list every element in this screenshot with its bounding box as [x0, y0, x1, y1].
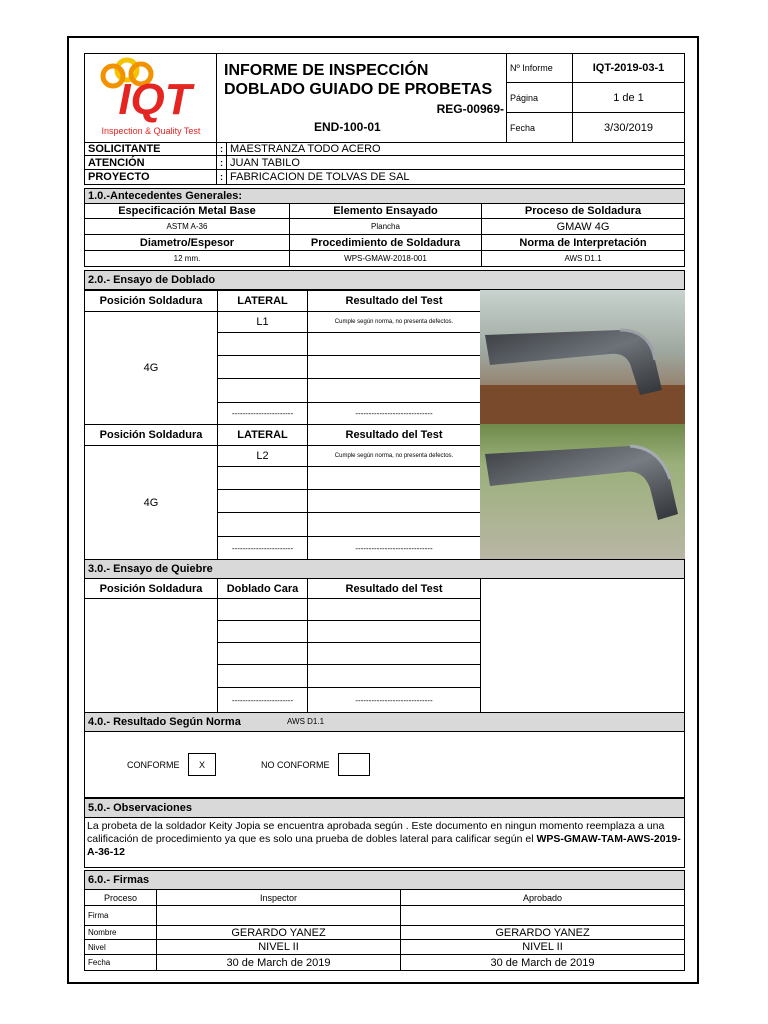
result-value-2: Cumple según norma, no presenta defectos.: [307, 445, 481, 467]
observations-box: [84, 817, 685, 868]
aprobado-signature: [400, 905, 685, 926]
reg-number: REG-00969-: [436, 102, 504, 116]
section-4-norma: AWS D1.1: [287, 717, 325, 726]
lateral-empty-1b: [217, 355, 308, 379]
lateral-header-2: LATERAL: [217, 424, 308, 446]
lateral-empty-2b: [217, 489, 308, 513]
position-header-1: Posición Soldadura: [84, 290, 218, 312]
report-title-line2: DOBLADO GUIADO DE PROBETAS: [224, 81, 493, 98]
conforme-label: CONFORME: [127, 760, 180, 770]
lateral-dash-2: -----------------------: [217, 536, 308, 560]
logo-tagline: Inspection & Quality Test: [101, 126, 201, 136]
report-title-line1: INFORME DE INSPECCIÓN: [224, 62, 429, 79]
firmas-inspector-header: Inspector: [156, 889, 401, 906]
lateral-empty-1a: [217, 332, 308, 356]
report-sheet: [67, 36, 699, 984]
inspector-name: GERARDO YANEZ: [156, 925, 401, 940]
norm-header: Norma de Interpretación: [481, 234, 685, 251]
position-value-1: 4G: [84, 311, 218, 425]
logo-box: [84, 53, 217, 143]
quiebre-position-header: Posición Soldadura: [84, 578, 218, 599]
quiebre-photo-area: [480, 578, 685, 713]
element-value: Plancha: [289, 218, 482, 235]
result-empty-1c: [307, 378, 481, 403]
solicitante-label: SOLICITANTE: [84, 142, 217, 156]
process-header: Proceso de Soldadura: [481, 203, 685, 219]
lateral-empty-2a: [217, 466, 308, 490]
section-4-title-bar: [84, 712, 685, 732]
quiebre-face-empty-a: [217, 598, 308, 621]
position-value-2: 4G: [84, 445, 218, 560]
spec-metal-header: Especificación Metal Base: [84, 203, 290, 219]
lateral-dash-1: -----------------------: [217, 402, 308, 425]
quiebre-face-header: Doblado Cara: [217, 578, 308, 599]
aprobado-level: NIVEL II: [400, 939, 685, 955]
quiebre-face-dash: -----------------------: [217, 687, 308, 713]
thickness-header: Diametro/Espesor: [84, 234, 290, 251]
fecha-value: 3/30/2019: [572, 112, 685, 143]
logo-text: IQT: [118, 75, 192, 124]
result-empty-1a: [307, 332, 481, 356]
pagina-label: Página: [506, 82, 573, 113]
result-empty-2c: [307, 512, 481, 537]
informe-label: Nº Informe: [506, 53, 573, 83]
result-header-2: Resultado del Test: [307, 424, 481, 446]
result-empty-1b: [307, 355, 481, 379]
norm-value: AWS D1.1: [481, 250, 685, 267]
lateral-empty-1c: [217, 378, 308, 403]
element-header: Elemento Ensayado: [289, 203, 482, 219]
firma-label: Firma: [84, 905, 157, 926]
lateral-header-1: LATERAL: [217, 290, 308, 312]
result-header-1: Resultado del Test: [307, 290, 481, 312]
lateral-empty-2c: [217, 512, 308, 537]
quiebre-result-empty-d: [307, 664, 481, 688]
proyecto-colon: :: [216, 169, 227, 185]
quiebre-result-dash: -----------------------------: [307, 687, 481, 713]
proyecto-label: PROYECTO: [84, 169, 217, 185]
lateral-value-1: L1: [217, 311, 308, 333]
aprobado-name: GERARDO YANEZ: [400, 925, 685, 940]
section-5-title: 5.0.- Observaciones: [84, 798, 685, 818]
quiebre-face-empty-d: [217, 664, 308, 688]
result-empty-2b: [307, 489, 481, 513]
result-norma-area: [84, 731, 685, 798]
section-3-title: 3.0.- Ensayo de Quiebre: [84, 559, 685, 579]
atencion-label: ATENCIÓN: [84, 155, 217, 170]
iqt-logo: [85, 54, 216, 142]
quiebre-face-empty-b: [217, 620, 308, 643]
firmas-proceso-header: Proceso: [84, 889, 157, 906]
conforme-checkbox[interactable]: X: [188, 753, 216, 776]
procedure-header: Procedimiento de Soldadura: [289, 234, 482, 251]
thickness-value: 12 mm.: [84, 250, 290, 267]
quiebre-position-value: [84, 598, 218, 713]
section-6-title: 6.0.- Firmas: [84, 870, 685, 890]
quiebre-face-empty-c: [217, 642, 308, 665]
no-conforme-checkbox[interactable]: [338, 753, 370, 776]
solicitante-value: MAESTRANZA TODO ACERO: [226, 142, 685, 156]
document-code: END-100-01: [314, 120, 381, 134]
fecha-label: Fecha: [506, 112, 573, 143]
section-1-title: 1.0.-Antecedentes Generales:: [84, 188, 685, 204]
procedure-value: WPS-GMAW-2018-001: [289, 250, 482, 267]
position-header-2: Posición Soldadura: [84, 424, 218, 446]
result-value-1: Cumple según norma, no presenta defectos.: [307, 311, 481, 333]
section-4-title: 4.0.- Resultado Según Norma: [88, 716, 241, 728]
process-value: GMAW 4G: [481, 218, 685, 235]
solicitante-colon: :: [216, 142, 227, 156]
nombre-label: Nombre: [84, 925, 157, 940]
specimen-photo-2: [480, 424, 685, 560]
quiebre-result-empty-b: [307, 620, 481, 643]
proyecto-value: FABRICACION DE TOLVAS DE SAL: [226, 169, 685, 185]
observations-text: La probeta de la soldador Keity Jopia se encuentra aprobada según . Este documento en ningun momento reemplaza a una calificación de procedimiento ya que es solo una prueba de dobles lateral para calificar según el: [87, 820, 665, 845]
title-box: [216, 53, 507, 143]
atencion-value: JUAN TABILO: [226, 155, 685, 170]
quiebre-result-empty-c: [307, 642, 481, 665]
specimen-photo-1: [480, 290, 685, 425]
informe-value: IQT-2019-03-1: [572, 53, 685, 83]
aprobado-date: 30 de March de 2019: [400, 954, 685, 971]
result-dash-2: -----------------------------: [307, 536, 481, 560]
no-conforme-label: NO CONFORME: [261, 760, 330, 770]
pagina-value: 1 de 1: [572, 82, 685, 113]
nivel-label: Nivel: [84, 939, 157, 955]
inspector-date: 30 de March de 2019: [156, 954, 401, 971]
observations-wps: WPS-GMAW-TAM-AWS-2019-A-36-12: [87, 833, 681, 858]
quiebre-result-header: Resultado del Test: [307, 578, 481, 599]
lateral-value-2: L2: [217, 445, 308, 467]
result-dash-1: -----------------------------: [307, 402, 481, 425]
spec-metal-value: ASTM A-36: [84, 218, 290, 235]
firmas-aprobado-header: Aprobado: [400, 889, 685, 906]
atencion-colon: :: [216, 155, 227, 170]
section-2-title: 2.0.- Ensayo de Doblado: [84, 270, 685, 290]
result-empty-2a: [307, 466, 481, 490]
inspector-signature: [156, 905, 401, 926]
inspector-level: NIVEL II: [156, 939, 401, 955]
quiebre-result-empty-a: [307, 598, 481, 621]
fecha-firma-label: Fecha: [84, 954, 157, 971]
